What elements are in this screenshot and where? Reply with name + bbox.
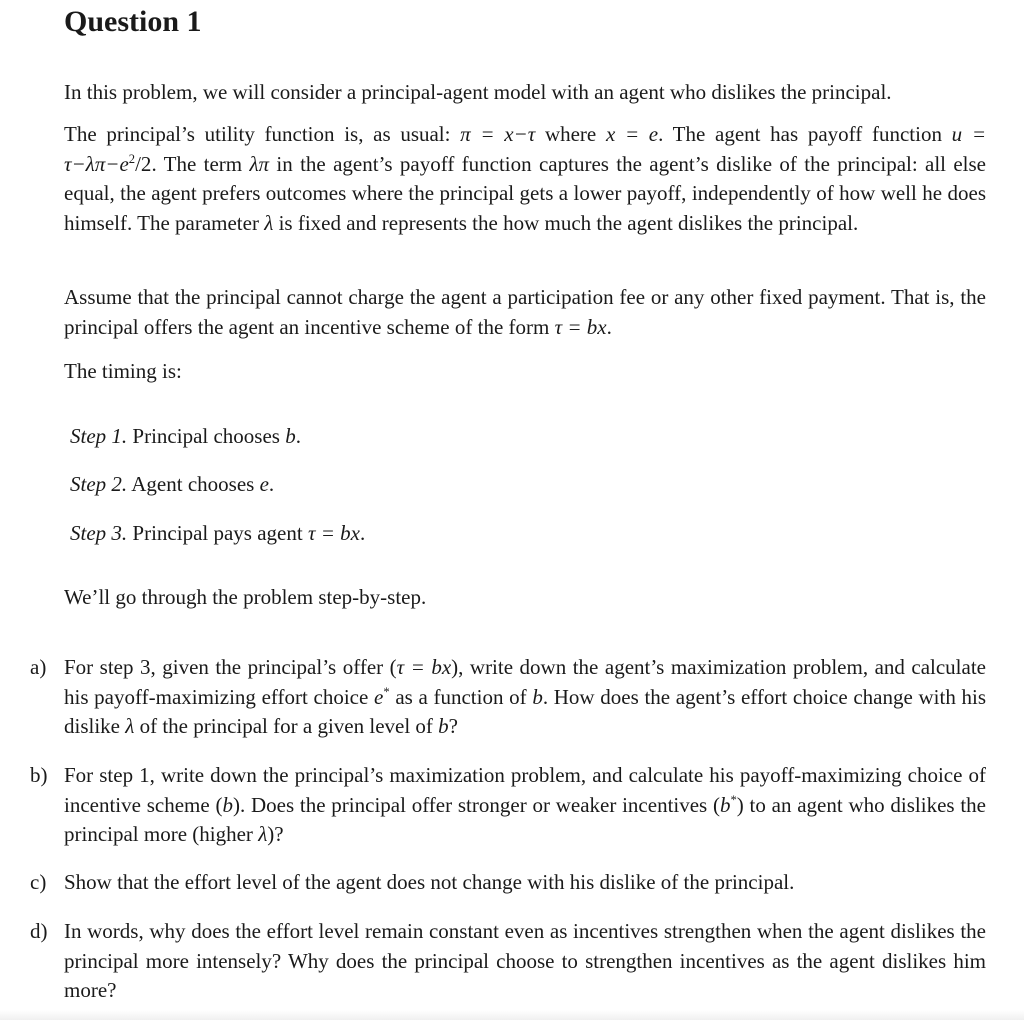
question-d	[30, 917, 986, 1006]
page-bottom-shadow	[0, 1010, 1024, 1020]
question-text: For step 3, given the principal’s offer (τ = bx), write down the agent’s maximization problem, and calculate his payoff-maximizing effort choice e* as a function of b. How does the agent’s effort choice change with his dislike λ of the principal for a given level of b?	[64, 655, 987, 738]
intro-paragraph: In this problem, we will consider a principal-agent model with an agent who dislikes the principal.	[64, 80, 892, 104]
question-b	[30, 761, 986, 850]
step-item: Step 1. Principal chooses b.	[70, 424, 301, 448]
question-text: Show that the effort level of the agent does not change with his dislike of the principal.	[64, 870, 795, 894]
utility-paragraph: The principal’s utility function is, as usual: π = x−τ where x = e. The agent has payoff function $u = \tau-\lambda\pi-e^2/2$. The term λπ in the agent’s payoff function captures the agent’s dislike of the principal: all else equal, the agent prefers outcomes where the principal gets a lower payoff, independently of how well he does himself. The parameter λ is fixed and represents the how much the agent dislikes the principal.	[64, 122, 987, 235]
question-letter: c)	[30, 870, 47, 894]
question-letter: b)	[30, 763, 48, 787]
question-letter: d)	[30, 919, 48, 943]
question-a	[30, 653, 986, 742]
question-c	[30, 868, 986, 898]
timing-heading: The timing is:	[64, 359, 182, 383]
question-title: Question 1	[64, 5, 202, 38]
step-item: Step 3. Principal pays agent τ = bx.	[70, 521, 366, 545]
step-item: Step 2. Agent chooses e.	[70, 472, 275, 496]
walkthrough-line: We’ll go through the problem step-by-step.	[64, 585, 427, 609]
question-text: In words, why does the effort level remain constant even as incentives strengthen when the agent dislikes the principal more intensely? Why does the principal choose to strengthen incentives as the agent dislikes him more?	[64, 919, 986, 1002]
question-letter: a)	[30, 655, 47, 679]
question-text: For step 1, write down the principal’s maximization problem, and calculate his payoff-maximizing choice of incentive scheme (b). Does the principal offer stronger or weaker incentives (b*) to an agent who dislikes the principal more (higher λ)?	[64, 763, 986, 846]
assumption-paragraph: Assume that the principal cannot charge the agent a participation fee or any other fixed payment. That is, the principal offers the agent an incentive scheme of the form τ = bx.	[64, 285, 986, 339]
